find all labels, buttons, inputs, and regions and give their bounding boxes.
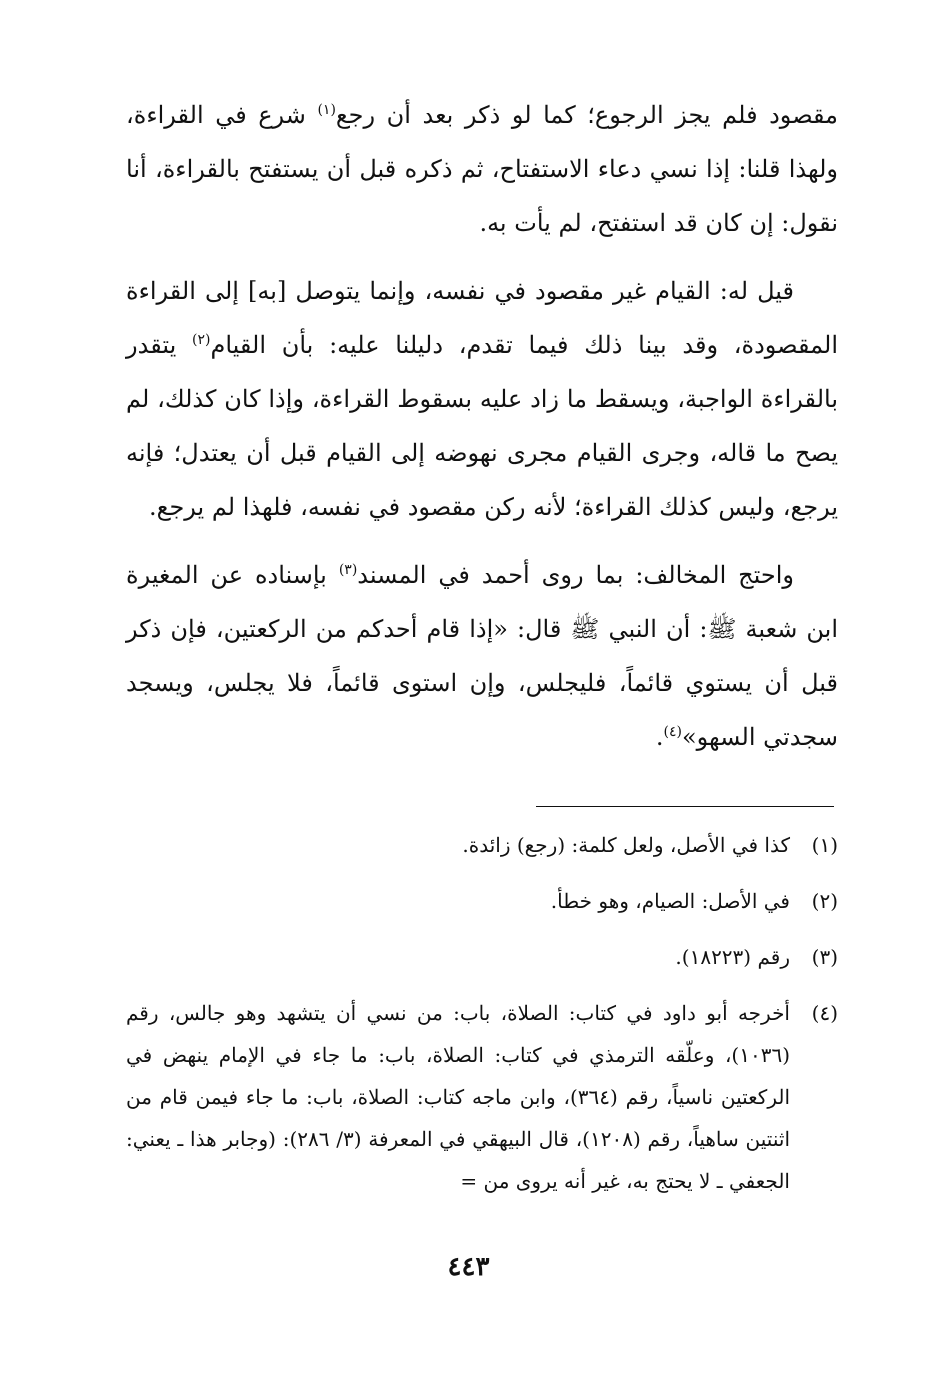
main-text bbox=[126, 88, 838, 764]
paragraph bbox=[126, 88, 838, 250]
paragraph-text: بإسناده عن المغيرة ابن شعبة ﷺ: أن النبي ﷺ قال: «إذا قام أحدكم من الركعتين، فإن ذكر قبل أن يستوي قائماً، فليجلس، وإن استوى قائماً، فلا يجلس، ويسجد سجدتي السهو» bbox=[126, 561, 838, 751]
footnote-marker: (٤) bbox=[663, 724, 682, 740]
footnote-text: كذا في الأصل، ولعل كلمة: (رجع) زائدة. bbox=[462, 833, 790, 857]
footnote-number: (١) bbox=[811, 833, 838, 857]
paragraph-text: قيل له: القيام غير مقصود في نفسه، وإنما يتوصل [به] إلى القراءة المقصودة، وقد بينا ذلك فيما تقدم، دليلنا عليه: بأن القيام bbox=[126, 277, 838, 359]
footnote bbox=[126, 824, 838, 866]
footnote-marker: (٢) bbox=[192, 332, 211, 348]
footnote-marker: (١) bbox=[317, 102, 336, 118]
paragraph-text: مقصود فلم يجز الرجوع؛ كما لو ذكر بعد أن رجع bbox=[335, 101, 838, 129]
footnote bbox=[126, 992, 838, 1202]
footnote-marker: (٣) bbox=[338, 562, 358, 578]
footnote-number: (٣) bbox=[811, 945, 838, 969]
paragraph-text: شرع في القراءة، ولهذا قلنا: إذا نسي دعاء الاستفتاح، ثم ذكره قبل أن يستفتح بالقراءة، أنا نقول: إن كان قد استفتح، لم يأت به. bbox=[126, 101, 838, 237]
footnote-number: (٤) bbox=[811, 1001, 838, 1025]
footnote-text: في الأصل: الصيام، وهو خطأ. bbox=[550, 889, 790, 913]
paragraph-text: . bbox=[655, 723, 664, 751]
page-number: ٤٤٣ bbox=[447, 1252, 490, 1282]
paragraph bbox=[126, 548, 838, 764]
footnote-divider bbox=[536, 806, 834, 807]
paragraph-text: يتقدر بالقراءة الواجبة، ويسقط ما زاد عليه بسقوط القراءة، وإذا كان كذلك، لم يصح ما قاله، وجرى القيام مجرى نهوضه إلى القيام قبل أن يعتدل؛ فإنه يرجع، وليس كذلك القراءة؛ لأنه ركن مقصود في نفسه، فلهذا لم يرجع. bbox=[126, 331, 838, 521]
footnote-text: رقم (١٨٢٢٣). bbox=[675, 945, 790, 969]
footnotes bbox=[126, 824, 838, 1216]
paragraph-text: واحتج المخالف: بما روى أحمد في المسند bbox=[357, 561, 794, 589]
footnote bbox=[126, 880, 838, 922]
paragraph bbox=[126, 264, 838, 534]
footnote bbox=[126, 936, 838, 978]
footnote-number: (٢) bbox=[811, 889, 838, 913]
footnote-text: أخرجه أبو داود في كتاب: الصلاة، باب: من نسي أن يتشهد وهو جالس، رقم (١٠٣٦)، وعلّقه الترمذي في كتاب: الصلاة، باب: ما جاء في الإمام ينهض في الركعتين ناسياً، رقم (٣٦٤)، وابن ماجه كتاب: الصلاة، باب: ما جاء فيمن قام من اثنتين ساهياً، رقم (١٢٠٨)، قال البيهقي في المعرفة (٣/ ٢٨٦): (وجابر هذا ـ يعني: الجعفي ـ لا يحتج به، غير أنه يروى من = bbox=[126, 1001, 791, 1193]
